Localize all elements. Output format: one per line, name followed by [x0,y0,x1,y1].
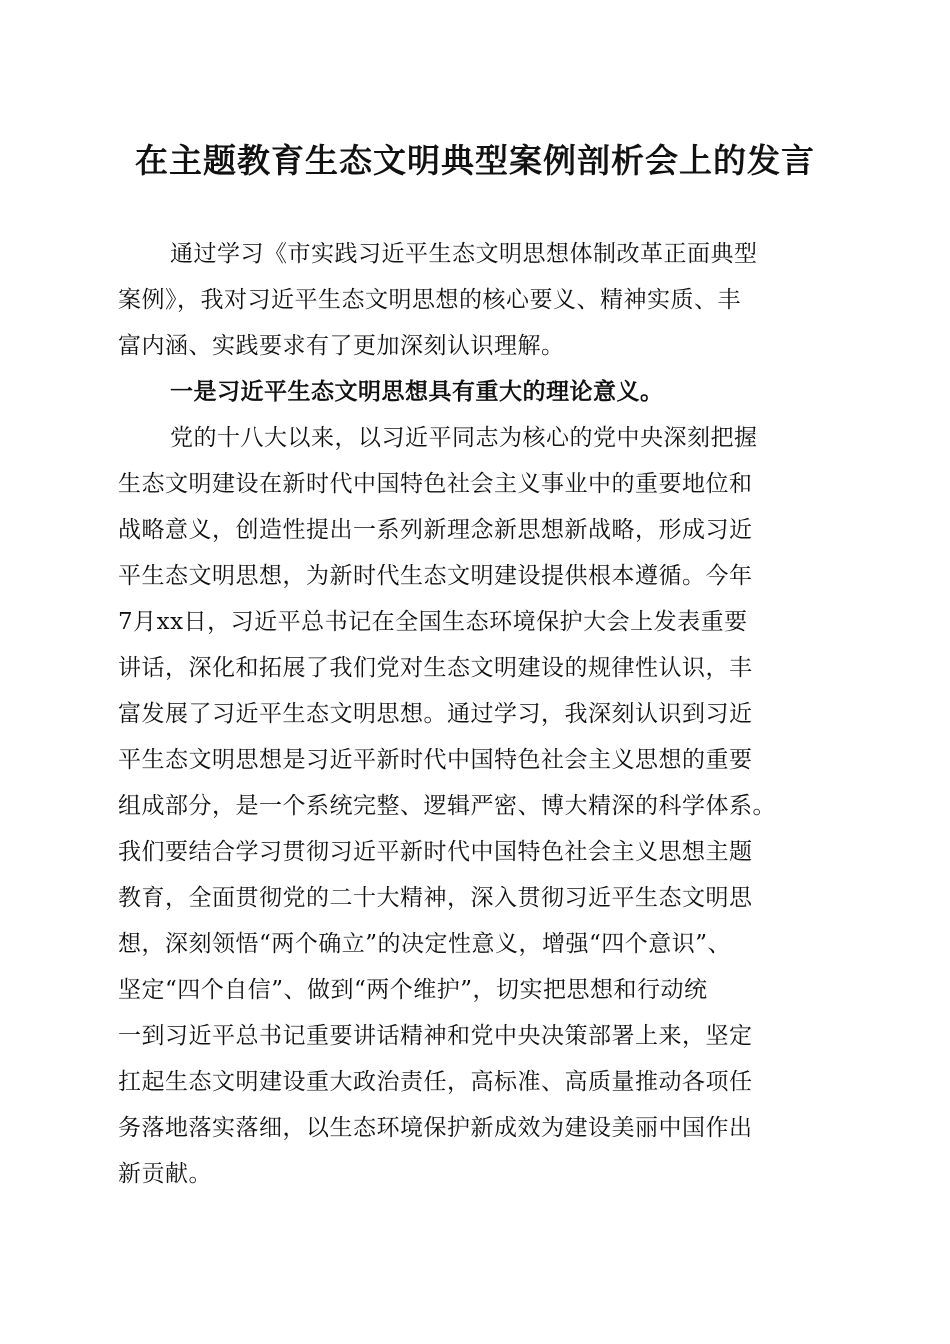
paragraph-2-line: 想，深刻领悟“两个确立”的决定性意义，增强“四个意识”、 [118,931,732,957]
paragraph-2-line: 组成部分，是一个系统完整、逻辑严密、博大精深的科学体系。 [118,793,776,819]
paragraph-2-line: 新贡献。 [118,1161,212,1187]
paragraph-2-line: 教育，全面贯彻党的二十大精神，深入贯彻习近平生态文明思 [118,885,753,911]
document-body [118,231,833,1197]
paragraph-1-line: 通过学习《市实践习近平生态文明思想体制改革正面典型 [170,241,758,267]
paragraph-2-line: 扛起生态文明建设重大政治责任，高标准、高质量推动各项任 [118,1069,753,1095]
paragraph-2-line: 战略意义，创造性提出一系列新理念新思想新战略，形成习近 [118,517,753,543]
paragraph-2-line: 坚定“四个自信”、做到“两个维护”，切实把思想和行动统 [118,977,708,1003]
paragraph-2-line: 党的十八大以来，以习近平同志为核心的党中央深刻把握 [170,425,758,451]
paragraph-2-line: 我们要结合学习贯彻习近平新时代中国特色社会主义思想主题 [118,839,753,865]
paragraph-2-line: 生态文明建设在新时代中国特色社会主义事业中的重要地位和 [118,471,753,497]
section-heading: 一是习近平生态文明思想具有重大的理论意义。 [170,378,664,405]
paragraph-1-line: 富内涵、实践要求有了更加深刻认识理解。 [118,333,565,359]
paragraph-2-line: 务落地落实落细，以生态环境保护新成效为建设美丽中国作出 [118,1115,753,1141]
paragraph-1-line: 案例》，我对习近平生态文明思想的核心要义、精神实质、丰 [118,287,741,313]
page-title: 在主题教育生态文明典型案例剖析会上的发言 [135,141,815,180]
paragraph-2-line: 平生态文明思想是习近平新时代中国特色社会主义思想的重要 [118,747,753,773]
paragraph-2-line: 平生态文明思想，为新时代生态文明建设提供根本遵循。今年 [118,563,753,589]
paragraph-2-line: 一到习近平总书记重要讲话精神和党中央决策部署上来，坚定 [118,1023,753,1049]
paragraph-2-line: 讲话，深化和拓展了我们党对生态文明建设的规律性认识，丰 [118,655,753,681]
paragraph-2-line: 7月xx日，习近平总书记在全国生态环境保护大会上发表重要 [118,609,748,635]
paragraph-2-line: 富发展了习近平生态文明思想。通过学习，我深刻认识到习近 [118,701,753,727]
